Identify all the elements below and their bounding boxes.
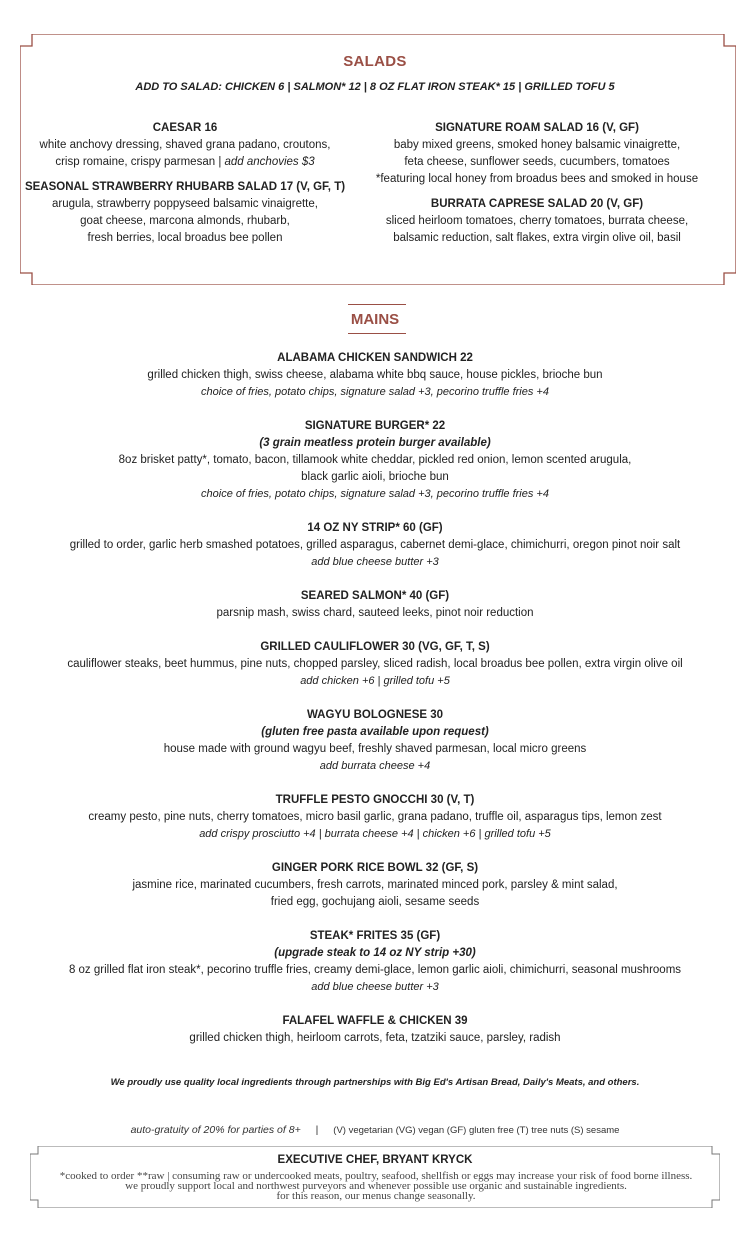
main-item [20,860,730,911]
salad-desc: white anchovy dressing, shaved grana padano, croutons, [39,139,331,151]
main-name: STEAK* FRITES 35 (GF) [309,930,441,942]
main-item [20,588,730,622]
salads-title: SALADS [343,53,407,70]
main-name: SEARED SALMON* 40 (GF) [300,590,450,602]
main-desc: grilled chicken thigh, heirloom carrots, feta, tzatziki sauce, parsley, radish [189,1032,561,1044]
salad-name: BURRATA CAPRESE SALAD 20 (V, GF) [430,198,644,210]
partnership-statement: We proudly use quality local ingredients through partnerships with Big Ed's Artisan Bread, Daily's Meats, and others. [110,1077,640,1088]
main-name: GINGER PORK RICE BOWL 32 (GF, S) [271,862,479,874]
main-addon: add chicken +6 | grilled tofu +5 [300,675,450,687]
salad-name: CAESAR 16 [152,122,218,134]
salad-desc: crisp romaine, crispy parmesan | add anchovies $3 [55,156,315,168]
salad-desc: goat cheese, marcona almonds, rhubarb, [80,215,290,227]
salad-desc: balsamic reduction, salt flakes, extra virgin olive oil, basil [393,232,681,244]
main-item [20,639,730,690]
main-note: (3 grain meatless protein burger available) [259,437,491,449]
salad-addon: add anchovies $3 [224,156,315,168]
salad-name: SIGNATURE ROAM SALAD 16 (V, GF) [435,122,639,134]
main-desc: cauliflower steaks, beet hummus, pine nuts, chopped parsley, sliced radish, local broadus bee pollen, extra virgin olive oil [67,658,683,670]
salad-item [372,120,702,188]
main-name: TRUFFLE PESTO GNOCCHI 30 (V, T) [275,794,475,806]
salad-desc: baby mixed greens, smoked honey balsamic vinaigrette, [393,139,681,151]
main-item [20,792,730,843]
main-item [20,520,730,571]
mains-title: MAINS [350,311,400,328]
main-desc: black garlic aioli, brioche bun [301,471,449,483]
salad-item [20,179,350,247]
main-addon: add crispy prosciutto +4 | burrata cheese +4 | chicken +6 | grilled tofu +5 [199,828,551,840]
disclaimer-line: we proudly support local and northwest purveyors and whenever possible use organic and sustainable ingredients. [125,1180,627,1192]
main-name: FALAFEL WAFFLE & CHICKEN 39 [282,1015,468,1027]
main-addon: choice of fries, potato chips, signature salad +3, pecorino truffle fries +4 [201,488,549,500]
mains-list [20,350,730,1064]
salad-desc: fresh berries, local broadus bee pollen [87,232,283,244]
salads-left-column [20,120,350,255]
gratuity-text: auto-gratuity of 20% for parties of 8+ [130,1124,301,1136]
main-desc: 8 oz grilled flat iron steak*, pecorino truffle fries, creamy demi-glace, lemon garlic aioli, chimichurri, seasonal mushrooms [68,964,682,976]
salad-desc: feta cheese, sunflower seeds, cucumbers, tomatoes [404,156,670,168]
disclaimer [36,1171,716,1201]
main-addon: add blue cheese butter +3 [311,556,439,568]
main-item [20,707,730,775]
main-addon: add blue cheese butter +3 [311,981,439,993]
main-name: ALABAMA CHICKEN SANDWICH 22 [277,352,473,364]
main-name: WAGYU BOLOGNESE 30 [306,709,444,721]
mains-rule-top [348,304,406,305]
main-name: GRILLED CAULIFLOWER 30 (VG, GF, T, S) [260,641,490,653]
disclaimer-line: for this reason, our menus change seasonally. [276,1190,476,1202]
main-desc: 8oz brisket patty*, tomato, bacon, tillamook white cheddar, pickled red onion, lemon scented arugula, [118,454,632,466]
main-desc: grilled to order, garlic herb smashed potatoes, grilled asparagus, cabernet demi-glace, chimichurri, oregon pinot noir salt [69,539,681,551]
salads-right-column [372,120,702,255]
main-name: 14 OZ NY STRIP* 60 (GF) [307,522,443,534]
salad-name: SEASONAL STRAWBERRY RHUBARB SALAD 17 (V, GF, T) [24,181,346,193]
salad-desc: *featuring local honey from broadus bees and smoked in house [375,173,699,185]
gratuity-separator: | [315,1124,319,1136]
main-desc: jasmine rice, marinated cucumbers, fresh carrots, marinated minced pork, parsley & mint salad, [132,879,618,891]
main-item [20,350,730,401]
main-desc: fried egg, gochujang aioli, sesame seeds [270,896,480,908]
mains-rule-bottom [348,333,406,334]
salad-item [20,120,350,171]
main-note: (upgrade steak to 14 oz NY strip +30) [274,947,476,959]
main-desc: house made with ground wagyu beef, freshly shaved parmesan, local micro greens [163,743,587,755]
main-item [20,418,730,503]
main-addon: add burrata cheese +4 [319,760,431,772]
main-note: (gluten free pasta available upon request) [261,726,489,738]
executive-chef: EXECUTIVE CHEF, BRYANT KRYCK [277,1154,473,1166]
gratuity-line [0,1124,750,1136]
salad-item [372,196,702,247]
main-desc: parsnip mash, swiss chard, sauteed leeks, pinot noir reduction [216,607,534,619]
main-item [20,928,730,996]
main-name: SIGNATURE BURGER* 22 [304,420,446,432]
salad-desc: arugula, strawberry poppyseed balsamic vinaigrette, [52,198,318,210]
salad-desc: sliced heirloom tomatoes, cherry tomatoes, burrata cheese, [385,215,689,227]
main-addon: choice of fries, potato chips, signature salad +3, pecorino truffle fries +4 [201,386,549,398]
main-desc: grilled chicken thigh, swiss cheese, alabama white bbq sauce, house pickles, brioche bun [147,369,603,381]
disclaimer-line: *cooked to order **raw | consuming raw or undercooked meats, poultry, seafood, shellfish or eggs may increase your risk of food borne illness. [59,1170,693,1182]
main-item [20,1013,730,1047]
dietary-legend: (V) vegetarian (VG) vegan (GF) gluten free (T) tree nuts (S) sesame [333,1125,620,1136]
salad-add-ons: ADD TO SALAD: CHICKEN 6 | SALMON* 12 | 8 OZ FLAT IRON STEAK* 15 | GRILLED TOFU 5 [135,81,615,93]
main-desc: creamy pesto, pine nuts, cherry tomatoes, micro basil garlic, grana padano, truffle oil, asparagus tips, lemon zest [88,811,662,823]
